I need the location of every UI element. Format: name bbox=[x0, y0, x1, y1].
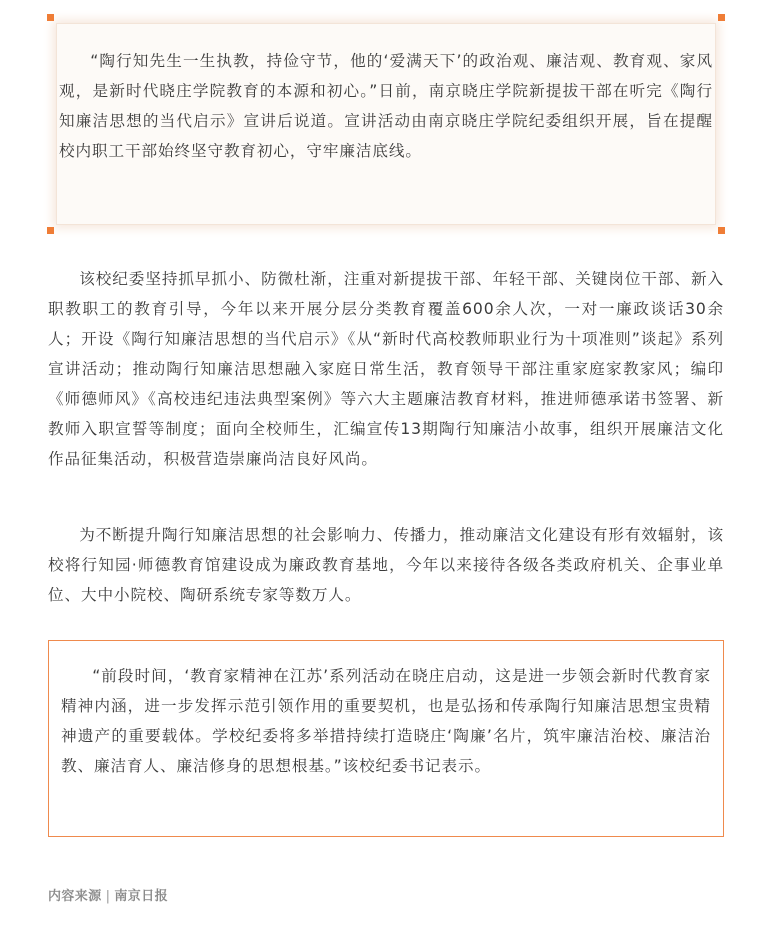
source-separator: | bbox=[105, 889, 111, 904]
content-source bbox=[48, 885, 168, 904]
bottom-quote-box bbox=[48, 640, 724, 837]
corner-marker-top-right bbox=[718, 14, 725, 21]
source-name: 南京日报 bbox=[114, 889, 168, 904]
corner-marker-bottom-left bbox=[47, 227, 54, 234]
corner-marker-bottom-right bbox=[718, 227, 725, 234]
corner-marker-top-left bbox=[47, 14, 54, 21]
bottom-quote-text: “前段时间，‘教育家精神在江苏’系列活动在晓庄启动，这是进一步领会新时代教育家精神内涵，进一步发挥示范引领作用的重要契机，也是弘扬和传承陶行知廉洁思想宝贵精神遗产的重要载体。学校纪委将多举措持续打造晓庄‘陶廉’名片，筑牢廉洁治校、廉洁治教、廉洁育人、廉洁修身的思想根基。”该校纪委书记表示。 bbox=[61, 667, 711, 775]
source-label: 内容来源 bbox=[48, 889, 102, 904]
paragraph-education-base: 为不断提升陶行知廉洁思想的社会影响力、传播力，推动廉洁文化建设有形有效辐射，该校将行知园·师德教育馆建设成为廉政教育基地，今年以来接待各级各类政府机关、企事业单位、大中小院校、陶研系统专家等数万人。 bbox=[48, 526, 724, 604]
paragraph-education-measures: 该校纪委坚持抓早抓小、防微杜渐，注重对新提拔干部、年轻干部、关键岗位干部、新入职教职工的教育引导，今年以来开展分层分类教育覆盖600余人次，一对一廉政谈话30余人；开设《陶行知廉洁思想的当代启示》《从“新时代高校教师职业行为十项准则”谈起》系列宣讲活动；推动陶行知廉洁思想融入家庭日常生活，教育领导干部注重家庭家教家风；编印《师德师风》《高校违纪违法典型案例》等六大主题廉洁教育材料，推进师德承诺书签署、新教师入职宣誓等制度；面向全校师生，汇编宣传13期陶行知廉洁小故事，组织开展廉洁文化作品征集活动，积极营造崇廉尚洁良好风尚。 bbox=[48, 270, 724, 468]
top-quote-box bbox=[49, 16, 723, 232]
top-quote-text: “陶行知先生一生执教，持俭守节，他的‘爱满天下’的政治观、廉洁观、教育观、家风观，是新时代晓庄学院教育的本源和初心。”日前，南京晓庄学院新提拔干部在听完《陶行知廉洁思想的当代启示》宣讲后说道。宣讲活动由南京晓庄学院纪委组织开展，旨在提醒校内职工干部始终坚守教育初心，守牢廉洁底线。 bbox=[59, 52, 713, 160]
